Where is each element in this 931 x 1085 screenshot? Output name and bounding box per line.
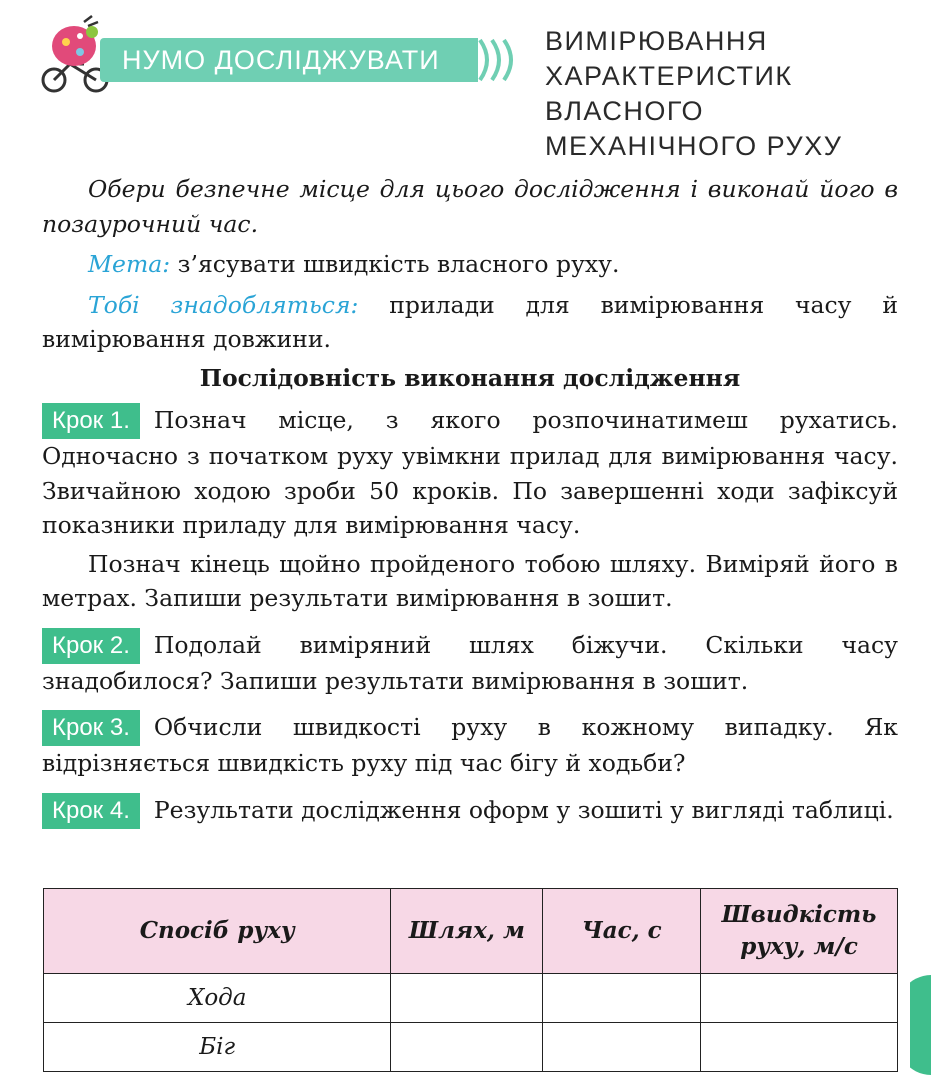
results-table — [43, 888, 898, 1072]
goal-paragraph — [42, 247, 898, 282]
section-title — [545, 24, 925, 164]
page-corner-decoration-icon — [910, 975, 931, 1075]
step-badge: Крок 4. — [42, 793, 140, 829]
table-header-row — [44, 889, 898, 974]
section-title-line: ВЛАСНОГО — [545, 96, 704, 126]
step-badge: Крок 1. — [42, 403, 140, 439]
step-text: Результати дослідження оформ у зошиті у вигляді таблиці. — [153, 795, 894, 824]
banner-arcs-icon — [476, 36, 522, 84]
table-row — [44, 974, 898, 1023]
needs-paragraph — [42, 288, 898, 357]
table-header-cell: Спосіб руху — [44, 889, 391, 974]
step-2 — [42, 628, 898, 699]
sequence-title: Послідовність виконання дослідження — [199, 363, 741, 392]
table-header-cell: Шлях, м — [391, 889, 543, 974]
main-text — [42, 172, 898, 829]
step-badge: Крок 2. — [42, 628, 140, 664]
table-cell — [543, 1023, 701, 1072]
step-4 — [42, 793, 898, 829]
table-cell — [543, 974, 701, 1023]
table-cell — [391, 974, 543, 1023]
needs-text: прилади для вимірювання часу й вимірювання довжини. — [42, 290, 898, 353]
table-header-cell: Швидкість руху, м/с — [701, 889, 898, 974]
goal-text: з’ясувати швидкість власного руху. — [170, 250, 620, 278]
step-1-continuation: Познач кінець щойно пройденого тобою шляху. Виміряй його в метрах. Запиши результати вимірювання в зошит. — [42, 549, 898, 612]
banner-label: НУМО ДОСЛІДЖУВАТИ — [100, 38, 478, 82]
header — [0, 0, 931, 170]
intro-paragraph: Обери безпечне місце для цього дослідження і виконай його в позаурочний час. — [42, 175, 898, 238]
section-title-line: ХАРАКТЕРИСТИК — [545, 61, 793, 91]
table-header-cell: Час, с — [543, 889, 701, 974]
step-text: Подолай виміряний шлях біжучи. Скільки часу знадобилося? Запиши результати вимірювання в зошит. — [42, 630, 898, 695]
table-cell — [701, 1023, 898, 1072]
step-1 — [42, 403, 898, 543]
table-row — [44, 1023, 898, 1072]
table-cell: Хода — [44, 974, 391, 1023]
table-cell: Біг — [44, 1023, 391, 1072]
section-title-line: МЕХАНІЧНОГО РУХУ — [545, 131, 843, 161]
step-3 — [42, 710, 898, 781]
table-cell — [701, 974, 898, 1023]
step-text: Обчисли швидкості руху в кожному випадку. Як відрізняється швидкість руху під час бігу й ходьби? — [42, 713, 898, 777]
table-cell — [391, 1023, 543, 1072]
goal-label: Мета: — [88, 250, 171, 278]
step-text: Познач місце, з якого розпочинатимеш рухатись. Одночасно з початком руху увімкни прилад для вимірювання часу. Звичайною ходою зроби 50 кроків. По завершенні ходи зафіксуй показники приладу для вимірювання часу. — [42, 406, 898, 539]
step-badge: Крок 3. — [42, 710, 140, 746]
needs-label: Тобі знадобляться: — [88, 290, 359, 319]
section-title-line: ВИМІРЮВАННЯ — [545, 26, 768, 56]
